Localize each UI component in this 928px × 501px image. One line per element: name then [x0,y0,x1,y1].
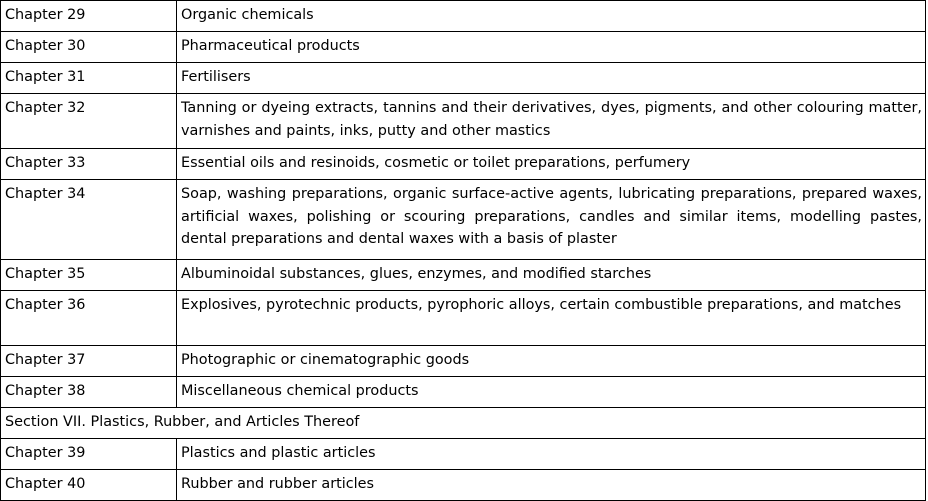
table-row [1,1,926,32]
chapter-description: Albuminoidal substances, glues, enzymes, and modified starches [177,260,926,291]
chapter-number: Chapter 40 [1,470,177,501]
chapter-description: Organic chemicals [177,1,926,32]
table-row [1,377,926,408]
chapter-description: Explosives, pyrotechnic products, pyrophoric alloys, certain combustible preparations, and matches [177,291,926,346]
chapter-description: Photographic or cinematographic goods [177,346,926,377]
chapter-number: Chapter 30 [1,32,177,63]
chapter-description: Soap, washing preparations, organic surface-active agents, lubricating preparations, prepared waxes, artificial waxes, polishing or scouring preparations, candles and similar items, modelling pastes, dental preparations and dental waxes with a basis of plaster [177,180,926,260]
table-row [1,180,926,260]
chapter-number: Chapter 38 [1,377,177,408]
table-row [1,439,926,470]
chapter-number: Chapter 33 [1,149,177,180]
table-row [1,470,926,501]
chapter-number: Chapter 37 [1,346,177,377]
chapter-description: Miscellaneous chemical products [177,377,926,408]
section-header-row [1,408,926,439]
table-row [1,149,926,180]
chapter-number: Chapter 34 [1,180,177,260]
chapter-number: Chapter 35 [1,260,177,291]
table-row [1,260,926,291]
table-row [1,63,926,94]
table-row [1,94,926,149]
chapter-description: Pharmaceutical products [177,32,926,63]
chapter-description: Essential oils and resinoids, cosmetic or toilet preparations, perfumery [177,149,926,180]
chapter-number: Chapter 31 [1,63,177,94]
chapter-number: Chapter 29 [1,1,177,32]
chapter-number: Chapter 36 [1,291,177,346]
chapter-description: Fertilisers [177,63,926,94]
table-row [1,346,926,377]
chapter-description: Rubber and rubber articles [177,470,926,501]
chapter-number: Chapter 32 [1,94,177,149]
table-row [1,32,926,63]
chapter-description: Plastics and plastic articles [177,439,926,470]
table-row [1,291,926,346]
section-title: Section VII. Plastics, Rubber, and Articles Thereof [1,408,926,439]
chapter-number: Chapter 39 [1,439,177,470]
chapter-description: Tanning or dyeing extracts, tannins and their derivatives, dyes, pigments, and other colouring matter, varnishes and paints, inks, putty and other mastics [177,94,926,149]
